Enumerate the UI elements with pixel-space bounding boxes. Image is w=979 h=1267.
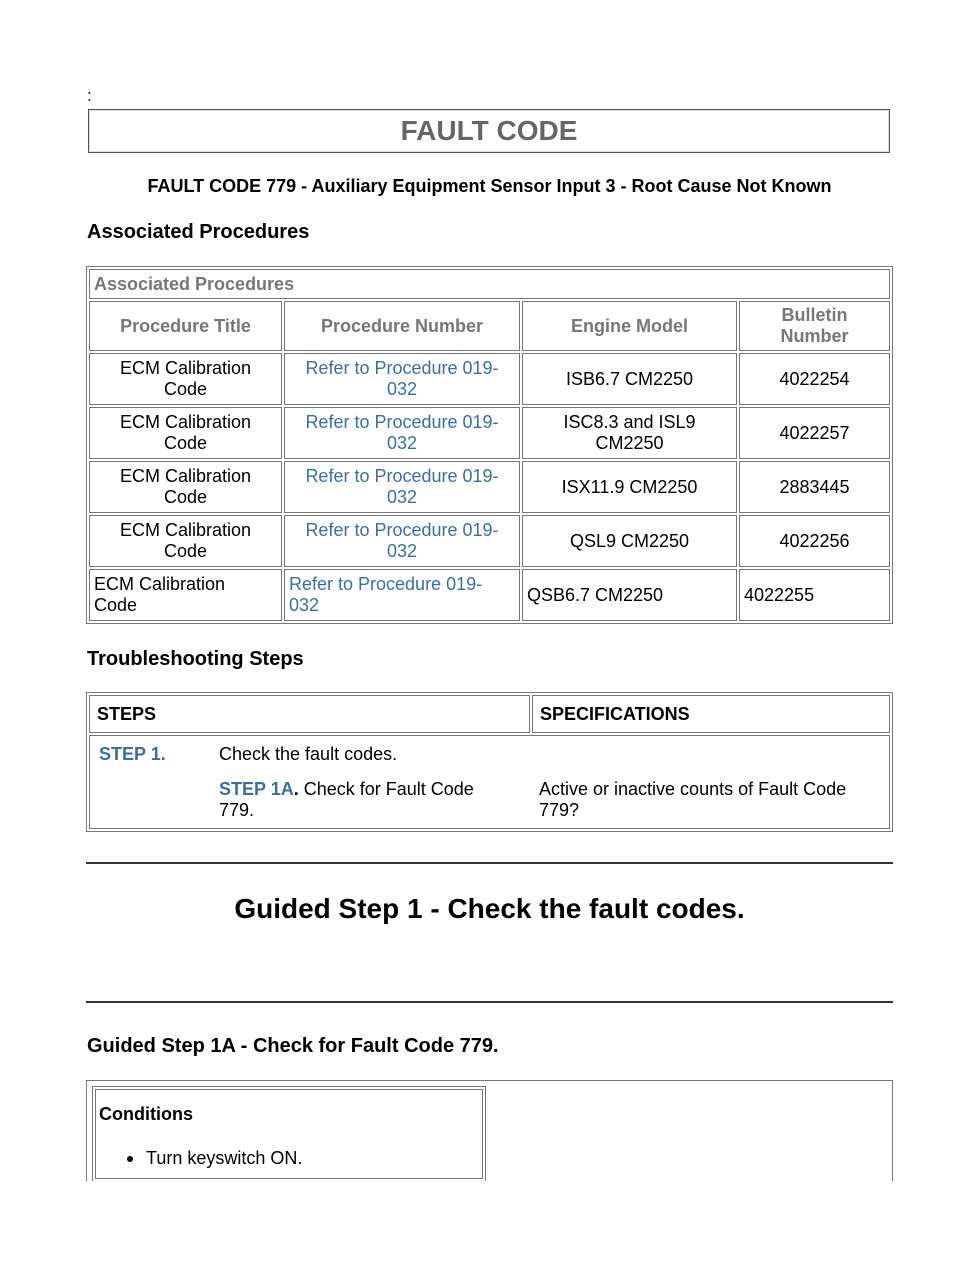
step-1a-period: . xyxy=(293,779,299,799)
column-header-engine-model: Engine Model xyxy=(522,301,737,351)
column-header-specifications: SPECIFICATIONS xyxy=(532,695,890,733)
bulletin-number-cell: 4022255 xyxy=(739,569,890,621)
engine-model-cell: ISC8.3 and ISL9 CM2250 xyxy=(563,412,696,453)
bullet-icon xyxy=(127,1156,133,1162)
conditions-label: Conditions xyxy=(99,1104,193,1124)
procedure-title-cell: ECM Calibration Code xyxy=(119,412,252,453)
table-row xyxy=(89,407,890,459)
procedure-link[interactable]: Refer to Procedure 019-032 xyxy=(305,358,499,399)
troubleshooting-steps-table xyxy=(86,692,893,832)
table-row xyxy=(89,569,890,621)
stray-colon: : xyxy=(87,86,92,105)
table-row xyxy=(89,461,890,513)
procedure-title-cell: ECM Calibration Code xyxy=(119,520,252,561)
associated-procedures-table xyxy=(86,266,893,624)
step-1a-text: Check for Fault Code 779. xyxy=(219,779,474,820)
bulletin-number-cell: 4022256 xyxy=(739,515,890,567)
step-1a-row xyxy=(219,779,509,821)
step-1a-specification: Active or inactive counts of Fault Code 779? xyxy=(539,779,847,820)
bulletin-number-cell: 4022257 xyxy=(739,407,890,459)
guided-step-1-heading: Guided Step 1 - Check the fault codes. xyxy=(234,893,745,924)
bulletin-number-cell: 2883445 xyxy=(739,461,890,513)
list-item xyxy=(127,1148,302,1169)
step-1-link[interactable]: STEP 1. xyxy=(99,744,166,764)
column-header-bulletin-number xyxy=(739,301,890,351)
step-1a-link[interactable]: STEP 1A xyxy=(219,779,294,799)
procedure-link[interactable]: Refer to Procedure 019-032 xyxy=(305,466,499,507)
associated-procedures-heading: Associated Procedures xyxy=(87,221,310,243)
page-title-box xyxy=(88,109,890,153)
bulletin-number-cell: 4022254 xyxy=(739,353,890,405)
procedure-title-cell: ECM Calibration Code xyxy=(119,466,252,507)
column-header-procedure-number: Procedure Number xyxy=(284,301,520,351)
condition-text: Turn keyswitch ON. xyxy=(146,1148,303,1168)
procedure-title-cell: ECM Calibration Code xyxy=(94,574,226,615)
engine-model-cell: QSB6.7 CM2250 xyxy=(522,569,737,621)
column-header-procedure-title: Procedure Title xyxy=(89,301,282,351)
bulletin-number-label: Bulletin Number xyxy=(780,305,849,346)
step-1-cell xyxy=(89,735,890,829)
page-title: FAULT CODE xyxy=(400,115,578,146)
divider xyxy=(86,862,893,864)
table-caption: Associated Procedures xyxy=(89,269,890,299)
step-1-text: Check the fault codes. xyxy=(219,744,398,764)
divider xyxy=(86,1001,893,1003)
table-row xyxy=(89,353,890,405)
fault-code-subtitle: FAULT CODE 779 - Auxiliary Equipment Sensor Input 3 - Root Cause Not Known xyxy=(147,176,832,196)
procedure-title-cell: ECM Calibration Code xyxy=(119,358,252,399)
table-row xyxy=(89,515,890,567)
procedure-link[interactable]: Refer to Procedure 019-032 xyxy=(289,574,483,615)
procedure-link[interactable]: Refer to Procedure 019-032 xyxy=(305,520,499,561)
column-header-steps: STEPS xyxy=(89,695,530,733)
engine-model-cell: ISX11.9 CM2250 xyxy=(522,461,737,513)
engine-model-cell: QSL9 CM2250 xyxy=(522,515,737,567)
troubleshooting-steps-heading: Troubleshooting Steps xyxy=(87,648,304,670)
procedure-link[interactable]: Refer to Procedure 019-032 xyxy=(305,412,499,453)
guided-step-1a-heading: Guided Step 1A - Check for Fault Code 779. xyxy=(87,1035,499,1057)
engine-model-cell: ISB6.7 CM2250 xyxy=(522,353,737,405)
